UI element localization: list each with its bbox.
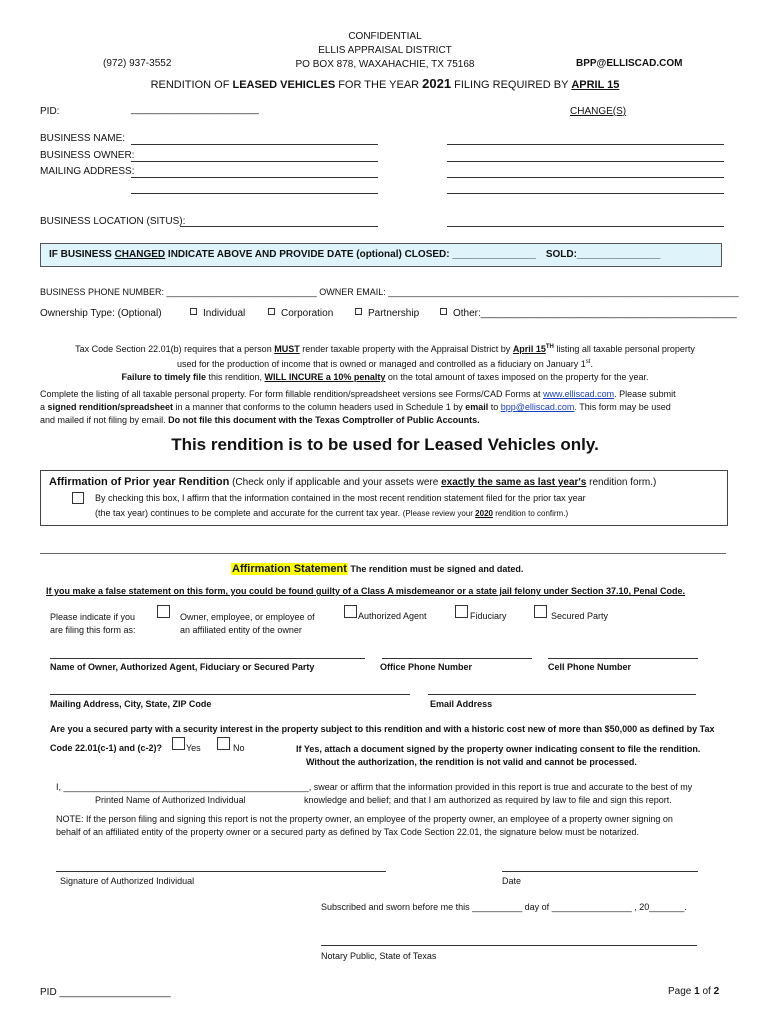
submission-email-link[interactable]: bpp@elliscad.com — [500, 402, 575, 412]
prior-year-box: Affirmation of Prior year Rendition (Check only if applicable and your assets were exactly the same as last year's rendition form.) By checking this box, I affirm that the information contained in the most recent rendition statement filed for the prior tax year (the tax year) continues to be complete and accurate for the current tax year. (Please review your 2020 rendition to confirm.) — [40, 470, 728, 526]
owner-email-field[interactable]: ______________________________________________________________________ — [388, 287, 739, 297]
mailing-address-field-2[interactable] — [131, 193, 378, 194]
notary-signature-field[interactable] — [321, 945, 697, 946]
district-address: PO BOX 878, WAXAHACHIE, TX 75168 — [295, 59, 475, 70]
signature-label: Signature of Authorized Individual — [60, 876, 195, 886]
business-owner-change-field[interactable] — [447, 161, 724, 162]
district-name: ELLIS APPRAISAL DISTRICT — [318, 45, 452, 56]
secured-no-checkbox[interactable] — [217, 737, 230, 750]
business-phone-label: BUSINESS PHONE NUMBER: — [40, 287, 165, 297]
mailing-address-affirm-label: Mailing Address, City, State, ZIP Code — [50, 699, 212, 709]
cell-phone-field[interactable] — [548, 658, 698, 659]
business-name-change-field[interactable] — [447, 144, 724, 145]
secured-party-note: If Yes, attach a document signed by the property owner indicating consent to file the rendition. Without the authorization, the rendition is not valid and cannot be processed. — [296, 744, 701, 767]
ownership-label: Ownership Type: (Optional) — [40, 308, 162, 319]
prior-year-heading: Affirmation of Prior year Rendition — [49, 476, 230, 488]
due-date: APRIL 15 — [571, 79, 620, 91]
sold-date-field[interactable]: _______________ — [576, 249, 661, 260]
business-name-label: BUSINESS NAME: — [40, 133, 126, 144]
printed-name-field[interactable]: _________________________________________________ — [63, 782, 309, 792]
website-link[interactable]: www.elliscad.com — [543, 389, 615, 399]
authorized-agent-label: Authorized Agent — [358, 611, 427, 621]
form-title: RENDITION OF LEASED VEHICLES FOR THE YEAR 2021 FILING REQUIRED BY APRIL 15 — [150, 76, 620, 91]
business-phone-field[interactable]: ______________________________ — [166, 287, 317, 297]
business-location-label: BUSINESS LOCATION (SITUS): — [40, 216, 186, 227]
printed-name-label: Printed Name of Authorized Individual — [95, 795, 246, 805]
sworn-row: Subscribed and sworn before me this __________ day of ________________ , 20_______. — [321, 902, 687, 912]
name-field[interactable] — [50, 658, 365, 659]
owner-checkbox[interactable] — [157, 605, 170, 618]
secured-party-checkbox[interactable] — [534, 605, 547, 618]
mailing-address-field-1[interactable] — [131, 177, 378, 178]
secured-yes-checkbox[interactable] — [172, 737, 185, 750]
tax-year: 2021 — [422, 76, 452, 91]
signature-field[interactable] — [56, 871, 386, 872]
authorized-agent-checkbox[interactable] — [344, 605, 357, 618]
business-owner-label: BUSINESS OWNER: — [40, 150, 135, 161]
owner-option-label: Owner, employee, or employee of an affiliated entity of the owner — [180, 612, 315, 635]
cell-phone-label: Cell Phone Number — [548, 662, 632, 672]
email-address-field[interactable] — [428, 694, 696, 695]
business-location-field[interactable] — [180, 226, 378, 227]
page-number: Page 1 of 2 — [668, 986, 720, 997]
office-phone-label: Office Phone Number — [380, 662, 473, 672]
footer-pid-field[interactable]: ____________________ — [59, 987, 171, 998]
secured-party-question: Are you a secured party with a security interest in the property subject to this rendition and with a historic cost new of more than $50,000 as defined by Tax — [50, 724, 715, 734]
footer-pid: PID ____________________ — [40, 987, 171, 998]
district-phone: (972) 937-3552 — [103, 58, 172, 69]
fiduciary-label: Fiduciary — [470, 611, 507, 621]
mailing-address-change-field-1[interactable] — [447, 177, 724, 178]
sworn-day-field[interactable]: __________ — [472, 902, 523, 912]
ownership-partnership-option[interactable]: Partnership — [355, 308, 419, 319]
fiduciary-checkbox[interactable] — [455, 605, 468, 618]
tax-code-paragraph: Tax Code Section 22.01(b) requires that a person MUST render taxable property with the Appraisal District by April 15TH listing all taxable personal property used for the production of income that is owned or managed and controlled as a fiduciary on January 1st. Failure to timely file this rendition, WILL INCURE a 10% penalty on the total amount of taxes imposed on the property for the year. — [75, 344, 695, 382]
swear-line-2: knowledge and belief; and that I am authorized as required by law to file and sign this report. — [304, 795, 672, 805]
prior-year-affirm-checkbox[interactable] — [72, 492, 84, 504]
filing-as-label: Please indicate if you are filing this form as: — [50, 612, 136, 635]
pid-field[interactable]: _______________________ — [131, 104, 259, 115]
notarization-note: NOTE: If the person filing and signing this report is not the property owner, an employee of the property owner, an employee of a property owner signing on behalf of an affiliated entity of the property owner or a secured party as defined by Tax Code Section 22.01, the signature below must be notarized. — [56, 814, 673, 837]
closed-date-field[interactable]: _______________ — [452, 249, 536, 260]
business-owner-field[interactable] — [131, 161, 378, 162]
prior-year-line-1: By checking this box, I affirm that the information contained in the most recent rendition statement filed for the prior tax year — [95, 493, 586, 503]
sworn-month-field[interactable]: ________________ — [551, 902, 632, 912]
prior-year-line-2: (the tax year) continues to be complete and accurate for the current tax year. (Please review your 2020 rendition to confirm.) — [95, 508, 569, 518]
email-address-label: Email Address — [430, 699, 493, 709]
ownership-individual-option[interactable]: Individual — [190, 308, 245, 319]
secured-no-label: No — [233, 743, 245, 753]
mailing-address-label: MAILING ADDRESS: — [40, 166, 135, 177]
partnership-checkbox[interactable] — [355, 308, 362, 315]
corporation-checkbox[interactable] — [268, 308, 275, 315]
date-field[interactable] — [502, 871, 698, 872]
contact-row — [40, 287, 739, 297]
sworn-year-field[interactable]: _______ — [649, 902, 685, 912]
affirmation-section-border — [40, 553, 726, 554]
swear-row: I, _________________________________________________, swear or affirm that the information provided in this report is true and accurate to the best of my — [56, 782, 693, 792]
office-phone-field[interactable] — [382, 658, 532, 659]
business-location-change-field[interactable] — [447, 226, 724, 227]
ownership-corporation-option[interactable]: Corporation — [268, 308, 333, 319]
pid-label: PID: — [40, 106, 60, 117]
owner-email-label: OWNER EMAIL: — [319, 287, 386, 297]
changes-label: CHANGE(S) — [570, 106, 627, 117]
other-checkbox[interactable] — [440, 308, 447, 315]
business-name-field[interactable] — [131, 144, 378, 145]
business-changed-box: IF BUSINESS CHANGED INDICATE ABOVE AND PROVIDE DATE (optional) CLOSED: _______________ SOLD:_______________ — [40, 243, 722, 267]
other-field[interactable]: ______________________________________________ — [480, 308, 737, 319]
instructions-paragraph: Complete the listing of all taxable personal property. For form fillable rendition/spreadsheet versions see Forms/CAD Forms at www.elliscad.com. Please submit a signed rendition/spreadsheet in a manner that conforms to the column headers used in Schedule 1 by email to bpp@elliscad.com. This form may be used and mailed if not filing by email. Do not file this document with the Texas Comptroller of Public Accounts. — [40, 389, 676, 425]
mailing-address-change-field-2[interactable] — [447, 193, 724, 194]
affirmation-title-row: Affirmation Statement The rendition must be signed and dated. — [232, 563, 524, 575]
false-statement-warning: If you make a false statement on this form, you could be found guilty of a Class A misdemeanor or a state jail felony under Section 37.10, Penal Code. — [46, 586, 685, 596]
district-email: BPP@ELLISCAD.COM — [576, 58, 683, 69]
ownership-other-option[interactable]: Other:______________________________________________ — [440, 308, 737, 319]
secured-party-question-2: Code 22.01(c-1) and (c-2)? — [50, 743, 163, 753]
name-label: Name of Owner, Authorized Agent, Fiduciary or Secured Party — [50, 662, 315, 672]
notary-label: Notary Public, State of Texas — [321, 951, 437, 961]
individual-checkbox[interactable] — [190, 308, 197, 315]
secured-yes-label: Yes — [186, 743, 201, 753]
confidential-label: CONFIDENTIAL — [348, 31, 422, 42]
main-heading: This rendition is to be used for Leased Vehicles only. — [171, 435, 599, 454]
affirmation-statement-title: Affirmation Statement — [232, 563, 347, 575]
date-label: Date — [502, 876, 522, 886]
mailing-address-affirm-field[interactable] — [50, 694, 410, 695]
secured-party-label: Secured Party — [551, 611, 609, 621]
